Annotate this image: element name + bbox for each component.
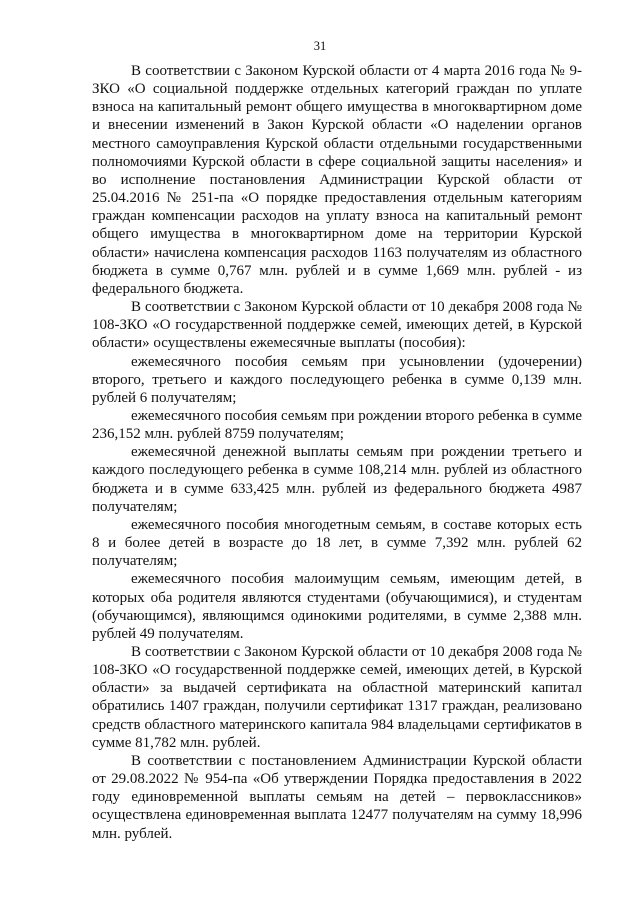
paragraph-first-grader-payment: В соответствии с постановлением Администрации Курской области от 29.08.2022 № 954-па «Об утверждении Порядка предоставления в 2022 году единовременной выплаты семьям на детей – первоклассников» осуществлена единовременная выплата 12477 получателям на сумму 18,996 млн. рублей. xyxy=(92,752,582,842)
paragraph-student-family-allowance: ежемесячного пособия малоимущим семьям, имеющим детей, в которых оба родителя являются студентами (обучающимися), и студентам (обучающимся), являющимся одинокими родителями, в сумме 2,388 млн. рублей 49 получателям. xyxy=(92,571,582,642)
paragraph-third-child-payment: ежемесячной денежной выплаты семьям при рождении третьего и каждого последующего ребенка в сумме 108,214 млн. рублей из областного бюджета и в сумме 633,425 млн. рублей из федерального бюджета 4987 получателям; xyxy=(92,444,582,515)
paragraph-adoption-allowance: ежемесячного пособия семьям при усыновлении (удочерении) второго, третьего и каждого последующего ребенка в сумме 0,139 млн. рублей 6 получателям; xyxy=(92,353,582,406)
paragraph-second-child-allowance: ежемесячного пособия семьям при рождении второго ребенка в сумме 236,152 млн. рублей 8759 получателям; xyxy=(92,407,582,443)
page-number: 31 xyxy=(313,39,327,53)
document-body xyxy=(92,62,582,843)
paragraph-maternity-compensation: В соответствии с Законом Курской области от 4 марта 2016 года № 9-ЗКО «О социальной поддержке отдельных категорий граждан по уплате взноса на капитальный ремонт общего имущества в многоквартирном доме и внесении изменений в Закон Курской области «О наделении органов местного самоуправления Курской области отдельными государственными полномочиями Курской области в сфере социальной защиты населения» и во исполнение постановления Администрации Курской области от 25.04.2016 № 251-па «О порядке предоставления отдельным категориям граждан компенсации расходов на уплату взноса на капитальный ремонт общего имущества в многоквартирном доме на территории Курской области» начислена компенсация расходов 1163 получателям из областного бюджета в сумме 0,767 млн. рублей и в сумме 1,669 млн. рублей - из федерального бюджета. xyxy=(92,63,582,297)
paragraph-family-support-law: В соответствии с Законом Курской области от 10 декабря 2008 года № 108-ЗКО «О государственной поддержке семей, имеющих детей, в Курской области» осуществлены ежемесячные выплаты (пособия): xyxy=(92,299,582,352)
paragraph-large-family-allowance: ежемесячного пособия многодетным семьям, в составе которых есть 8 и более детей в возрасте до 18 лет, в сумме 7,392 млн. рублей 62 получателям; xyxy=(92,516,582,570)
paragraph-maternity-capital: В соответствии с Законом Курской области от 10 декабря 2008 года № 108-ЗКО «О государственной поддержке семей, имеющих детей, в Курской области» за выдачей сертификата на областной материнский капитал обратились 1407 граждан, получили сертификат 1317 граждан, реализовано средств областного материнского капитала 984 владельцами сертификатов в сумме 81,782 млн. рублей. xyxy=(92,644,582,751)
